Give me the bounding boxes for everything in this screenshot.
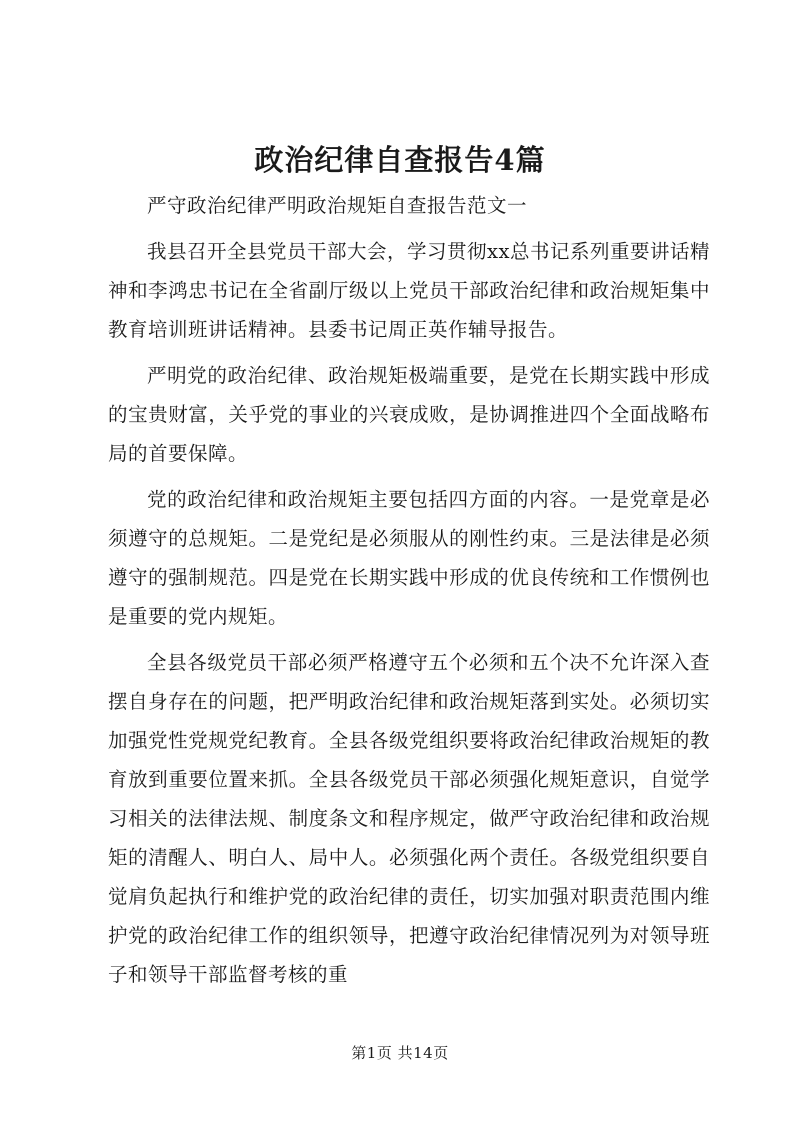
paragraph: 我县召开全县党员干部大会，学习贯彻xx总书记系列重要讲话精神和李鸿忠书记在全省副厅级以上党员干部政治纪律和政治规矩集中教育培训班讲话精神。县委书记周正英作辅导报告。 (108, 240, 710, 341)
page-number-footer: 第1页 共14页 (351, 1044, 449, 1062)
document-title: 政治纪律自查报告4篇 (254, 143, 546, 177)
document-body (108, 186, 710, 994)
paragraph-subtitle: 严守政治纪律严明政治规矩自查报告范文一 (147, 194, 528, 217)
paragraph: 党的政治纪律和政治规矩主要包括四方面的内容。一是党章是必须遵守的总规矩。二是党纪是必须服从的刚性约束。三是法律是必须遵守的强制规范。四是党在长期实践中形成的优良传统和工作惯例也是重要的党内规矩。 (108, 488, 710, 628)
paragraph: 全县各级党员干部必须严格遵守五个必须和五个决不允许深入查摆自身存在的问题，把严明政治纪律和政治规矩落到实处。必须切实加强党性党规党纪教育。全县各级党组织要将政治纪律政治规矩的教育放到重要位置来抓。全县各级党员干部必须强化规矩意识，自觉学习相关的法律法规、制度条文和程序规定，做严守政治纪律和政治规矩的清醒人、明白人、局中人。必须强化两个责任。各级党组织要自觉肩负起执行和维护党的政治纪律的责任，切实加强对职责范围内维护党的政治纪律工作的组织领导，把遵守政治纪律情况列为对领导班子和领导干部监督考核的重 (108, 651, 710, 986)
paragraph: 严明党的政治纪律、政治规矩极端重要，是党在长期实践中形成的宝贵财富，关乎党的事业的兴衰成败，是协调推进四个全面战略布局的首要保障。 (108, 364, 710, 465)
